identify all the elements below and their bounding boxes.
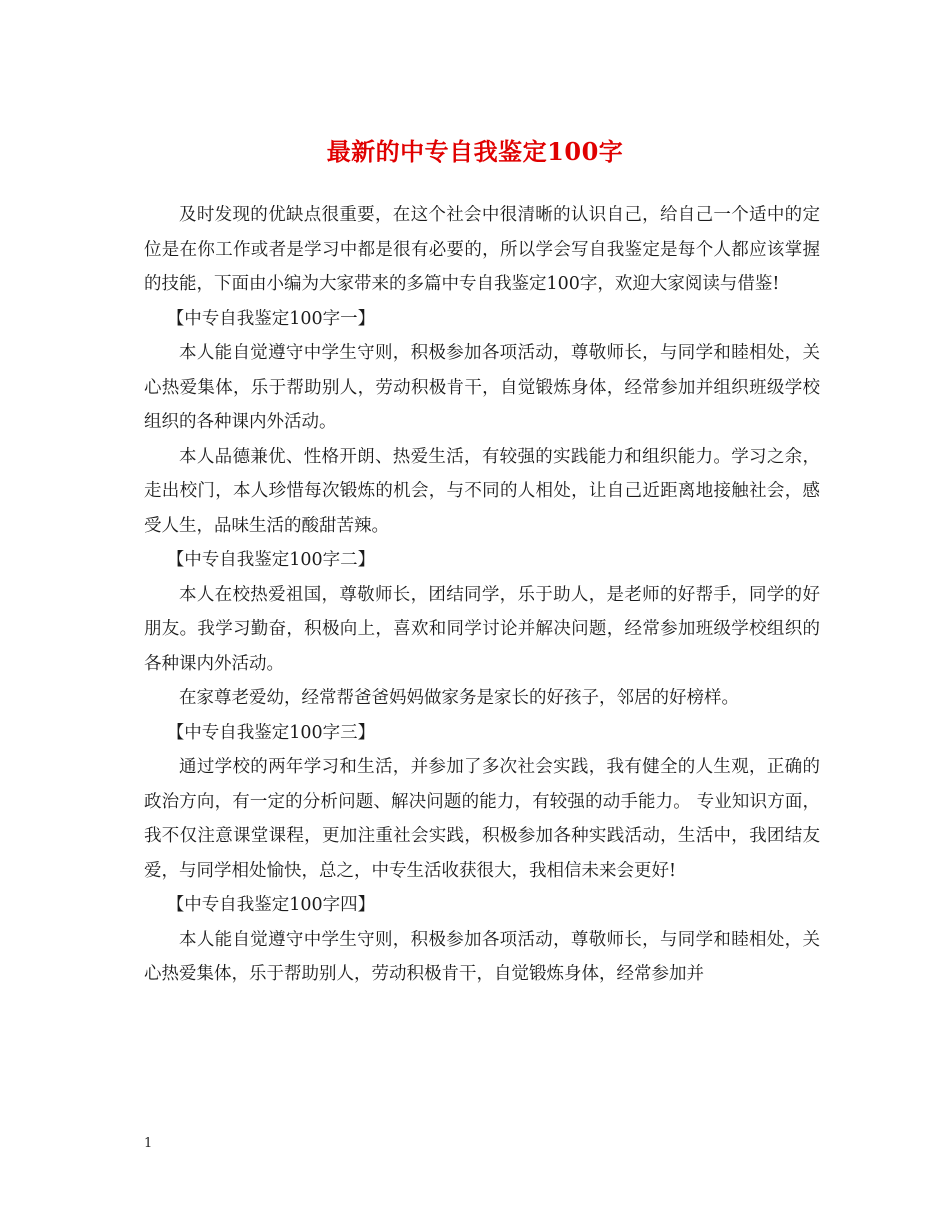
intro-paragraph: 及时发现的优缺点很重要，在这个社会中很清晰的认识自己，给自己一个适中的定位是在你工作或者是学习中都是很有必要的，所以学会写自我鉴定是每个人都应该掌握的技能，下面由小编为大家带来的多篇中专自我鉴定100字，欢迎大家阅读与借鉴!	[144, 205, 820, 294]
page-number: 1	[144, 1136, 153, 1151]
section-2-paragraph-2: 在家尊老爱幼，经常帮爸爸妈妈做家务是家长的好孩子，邻居的好榜样。	[179, 688, 739, 708]
section-heading-4: 【中专自我鉴定100字四】	[166, 895, 376, 915]
section-4-paragraph-1: 本人能自觉遵守中学生守则，积极参加各项活动，尊敬师长，与同学和睦相处，关心热爱集体，乐于帮助别人，劳动积极肯干，自觉锻炼身体，经常参加并	[144, 929, 820, 984]
section-heading-3: 【中专自我鉴定100字三】	[166, 722, 376, 743]
section-2-paragraph-1: 本人在校热爱祖国，尊敬师长，团结同学，乐于助人，是老师的好帮手，同学的好朋友。我学习勤奋，积极向上，喜欢和同学讨论并解决问题，经常参加班级学校组织的各种课内外活动。	[144, 584, 820, 674]
section-3-paragraph-1: 通过学校的两年学习和生活，并参加了多次社会实践，我有健全的人生观，正确的政治方向，有一定的分析问题、解决问题的能力，有较强的动手能力。 专业知识方面，我不仅注意课堂课程，更加注重社会实践，积极参加各种实践活动，生活中，我团结友爱，与同学相处愉快，总之，中专生活收获很大，我相信未来会更好!	[144, 757, 820, 881]
section-1-paragraph-2: 本人品德兼优、性格开朗、热爱生活，有较强的实践能力和组织能力。学习之余，走出校门，本人珍惜每次锻炼的机会，与不同的人相处，让自己近距离地接触社会，感受人生，品味生活的酸甜苦辣。	[144, 446, 820, 536]
section-1-paragraph-1: 本人能自觉遵守中学生守则，积极参加各项活动，尊敬师长，与同学和睦相处，关心热爱集体，乐于帮助别人，劳动积极肯干，自觉锻炼身体，经常参加并组织班级学校组织的各种课内外活动。	[144, 343, 820, 432]
document-body	[144, 198, 820, 992]
document-title: 最新的中专自我鉴定100字	[326, 137, 624, 166]
section-heading-2: 【中专自我鉴定100字二】	[166, 550, 376, 570]
section-heading-1: 【中专自我鉴定100字一】	[166, 308, 376, 329]
